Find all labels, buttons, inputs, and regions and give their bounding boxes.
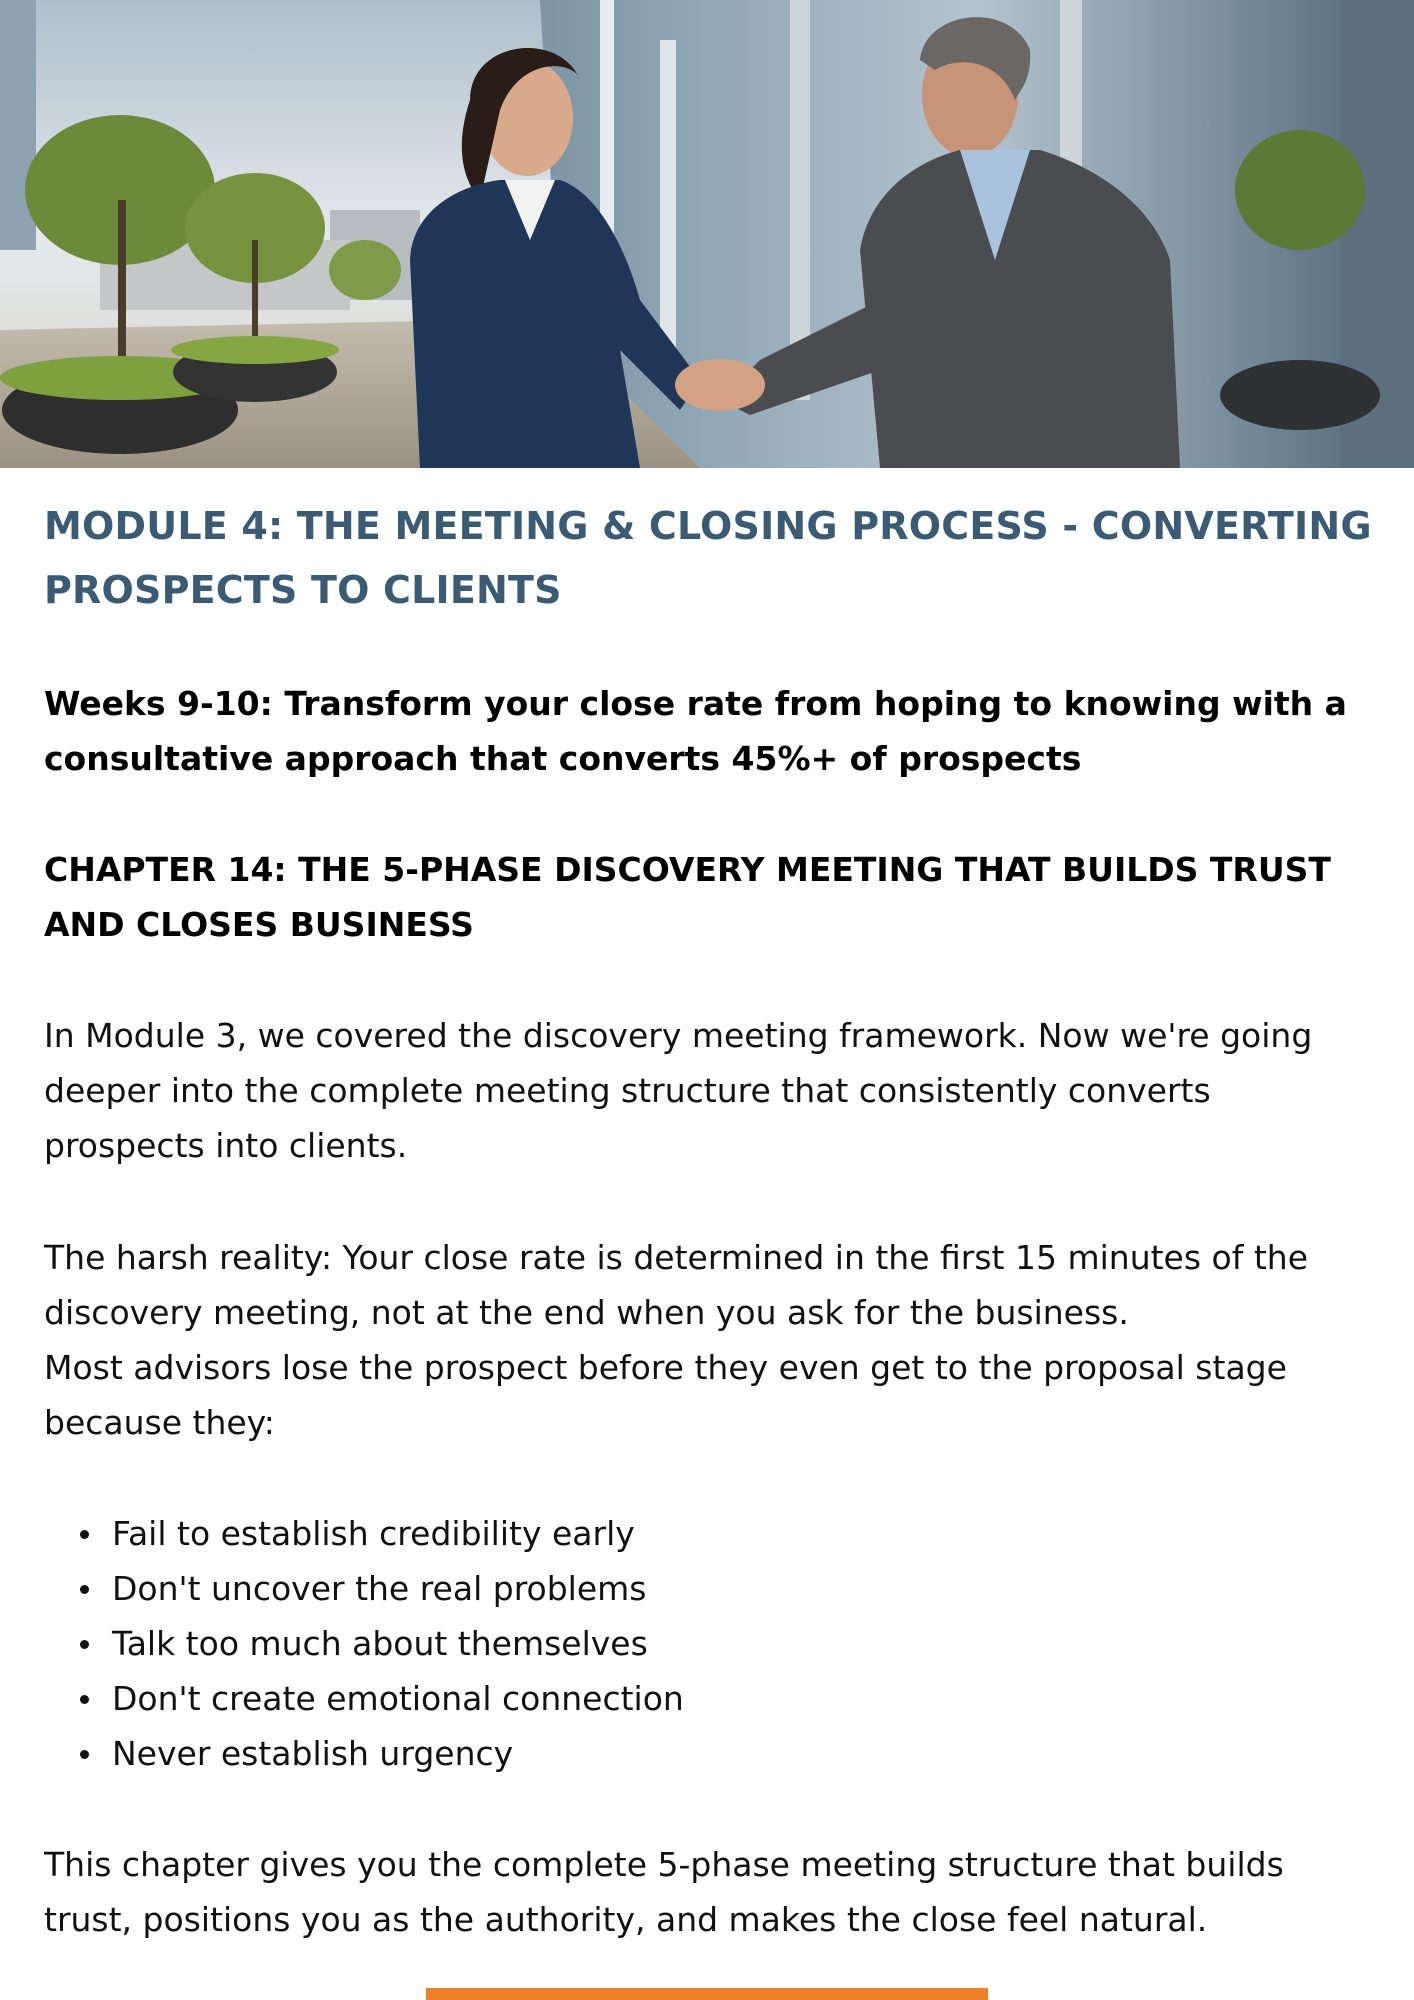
bullet-icon	[80, 1695, 89, 1704]
list-item-text: Don't create emotional connection	[112, 1679, 684, 1718]
most-advisors-paragraph: Most advisors lose the prospect before they even get to the proposal stage because they:	[44, 1348, 1287, 1442]
list-item	[44, 1726, 684, 1781]
list-item	[44, 1616, 684, 1671]
intro-paragraph: In Module 3, we covered the discovery meeting framework. Now we're going deeper into the complete meeting structure that consistently converts prospects into clients.	[44, 1016, 1313, 1165]
accent-divider	[426, 1988, 988, 2000]
list-item-text: Fail to establish credibility early	[112, 1514, 635, 1553]
list-item	[44, 1671, 684, 1726]
list-item-text: Talk too much about themselves	[112, 1624, 648, 1663]
weeks-subtitle: Weeks 9-10: Transform your close rate from hoping to knowing with a consultative approach that converts 45%+ of prospects	[44, 684, 1347, 778]
bullet-icon	[80, 1585, 89, 1594]
list-item	[44, 1561, 684, 1616]
reality-paragraph: The harsh reality: Your close rate is determined in the first 15 minutes of the discovery meeting, not at the end when you ask for the business.	[44, 1238, 1308, 1332]
list-item	[44, 1506, 684, 1561]
reasons-list	[44, 1506, 684, 1781]
handshake-photo-icon	[0, 0, 1414, 468]
bullet-icon	[80, 1530, 89, 1539]
hero-image	[0, 0, 1414, 468]
module-title: MODULE 4: THE MEETING & CLOSING PROCESS - CONVERTING PROSPECTS TO CLIENTS	[44, 504, 1372, 612]
bullet-icon	[80, 1640, 89, 1649]
bullet-icon	[80, 1750, 89, 1759]
list-item-text: Never establish urgency	[112, 1734, 514, 1773]
closing-paragraph: This chapter gives you the complete 5-phase meeting structure that builds trust, positions you as the authority, and makes the close feel natural.	[44, 1845, 1284, 1939]
list-item-text: Don't uncover the real problems	[112, 1569, 647, 1608]
chapter-title: CHAPTER 14: THE 5-PHASE DISCOVERY MEETING THAT BUILDS TRUST AND CLOSES BUSINESS	[44, 850, 1331, 944]
